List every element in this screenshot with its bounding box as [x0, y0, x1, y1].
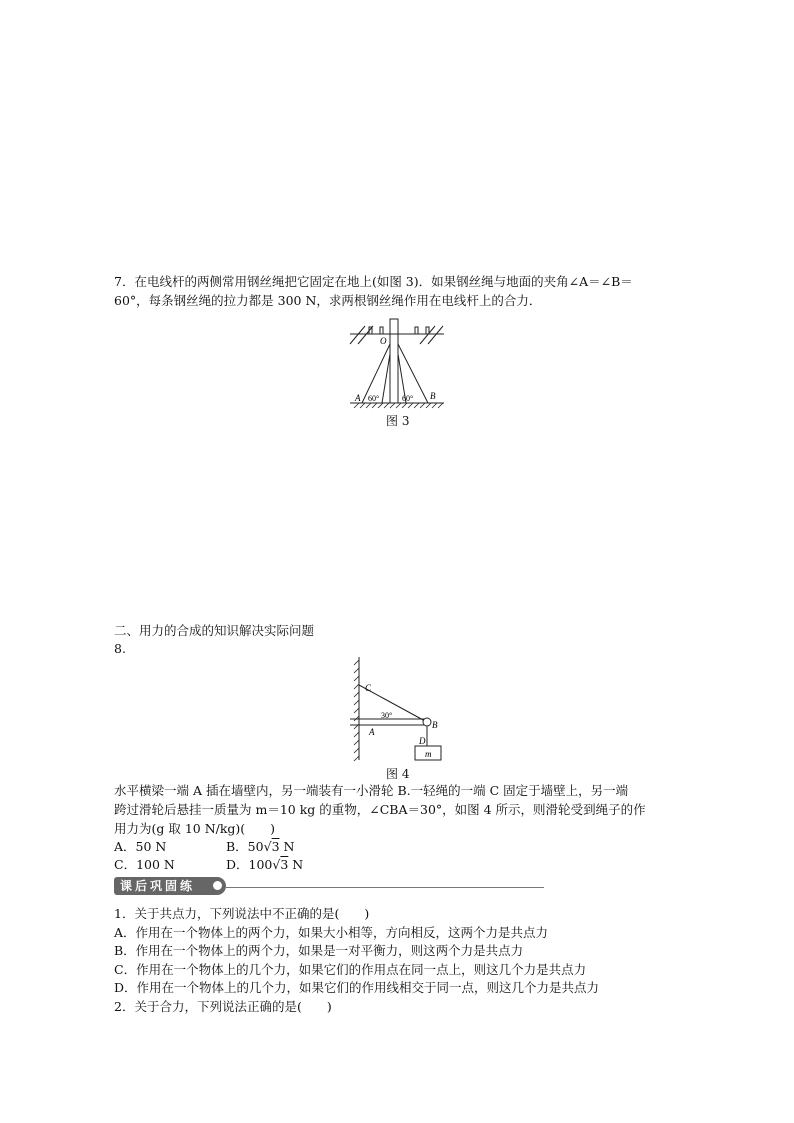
- after-class-badge: [114, 877, 226, 895]
- q8-option-d[interactable]: D．100√3 N: [226, 857, 304, 872]
- q8-options-row2: [114, 856, 303, 874]
- after-q1-option-a[interactable]: A．作用在一个物体上的两个力，如果大小相等，方向相反，这两个力是共点力: [114, 925, 549, 940]
- q8-option-b[interactable]: B．50√3 N: [226, 839, 295, 854]
- label-b: B: [432, 720, 438, 730]
- q8-option-c[interactable]: C．100 N: [114, 857, 175, 872]
- after-class-banner: [114, 876, 434, 896]
- angle-30-label: 30°: [381, 711, 393, 720]
- mass-label: m: [425, 749, 432, 759]
- figure-3-pole-diagram: [340, 314, 455, 412]
- q8-text-line3: 用力为(g 取 10 N/kg)( ): [114, 821, 276, 836]
- label-a: A: [369, 727, 375, 737]
- label-a: A: [355, 393, 361, 403]
- q8-option-b-prefix: B．50: [226, 839, 264, 854]
- q8-text-line1: 水平横梁一端 A 插在墙壁内，另一端装有一小滑轮 B.一轻绳的一端 C 固定于墙壁上，另一端: [114, 783, 629, 798]
- label-c: C: [365, 683, 372, 693]
- label-b: B: [430, 391, 436, 401]
- q8-option-d-prefix: D．100: [226, 857, 273, 872]
- after-q2: 2．关于合力，下列说法正确的是( ): [114, 999, 332, 1014]
- after-q1-option-b[interactable]: B．作用在一个物体上的两个力，如果是一对平衡力，则这两个力是共点力: [114, 943, 524, 958]
- q7-text-line2: 60°，每条钢丝绳的拉力都是 300 N，求两根钢丝绳作用在电线杆上的合力．: [114, 293, 542, 308]
- q8-option-d-unit: N: [288, 857, 304, 872]
- after-q1-option-d[interactable]: D．作用在一个物体上的几个力，如果它们的作用线相交于同一点，则这几个力是共点力: [114, 980, 600, 995]
- q8-option-b-root: 3: [271, 839, 280, 854]
- figure-4-caption: 图 4: [386, 767, 410, 781]
- q8-option-d-root: 3: [280, 857, 289, 872]
- figure-4-pulley-diagram: [345, 655, 450, 765]
- banner-divider: [226, 887, 544, 888]
- angle-left-label: 60°: [368, 394, 380, 403]
- section-2-title: 二、用力的合成的知识解决实际问题: [114, 623, 315, 638]
- after-q1: 1．关于共点力，下列说法中不正确的是( ): [114, 906, 370, 921]
- angle-right-label: 60°: [402, 394, 414, 403]
- figure-3-caption: 图 3: [386, 414, 410, 428]
- bullet-dot-icon: [213, 881, 222, 890]
- after-q1-option-c[interactable]: C．作用在一个物体上的几个力，如果它们的作用点在同一点上，则这几个力是共点力: [114, 962, 587, 977]
- label-o: O: [380, 336, 387, 346]
- q8-option-a[interactable]: A．50 N: [114, 839, 167, 854]
- q8-number: 8.: [114, 641, 126, 656]
- q8-text-line2: 跨过滑轮后悬挂一质量为 m＝10 kg 的重物，∠CBA＝30°，如图 4 所示，则滑轮受到绳子的作: [114, 802, 646, 817]
- q8-options-row1: [114, 838, 294, 856]
- q7-text-line1: 7．在电线杆的两侧常用钢丝绳把它固定在地上(如图 3)．如果钢丝绳与地面的夹角∠A＝∠B＝: [114, 274, 633, 289]
- q8-option-b-unit: N: [279, 839, 295, 854]
- after-class-label: 课后巩固练: [120, 879, 196, 893]
- label-d: D: [419, 736, 426, 746]
